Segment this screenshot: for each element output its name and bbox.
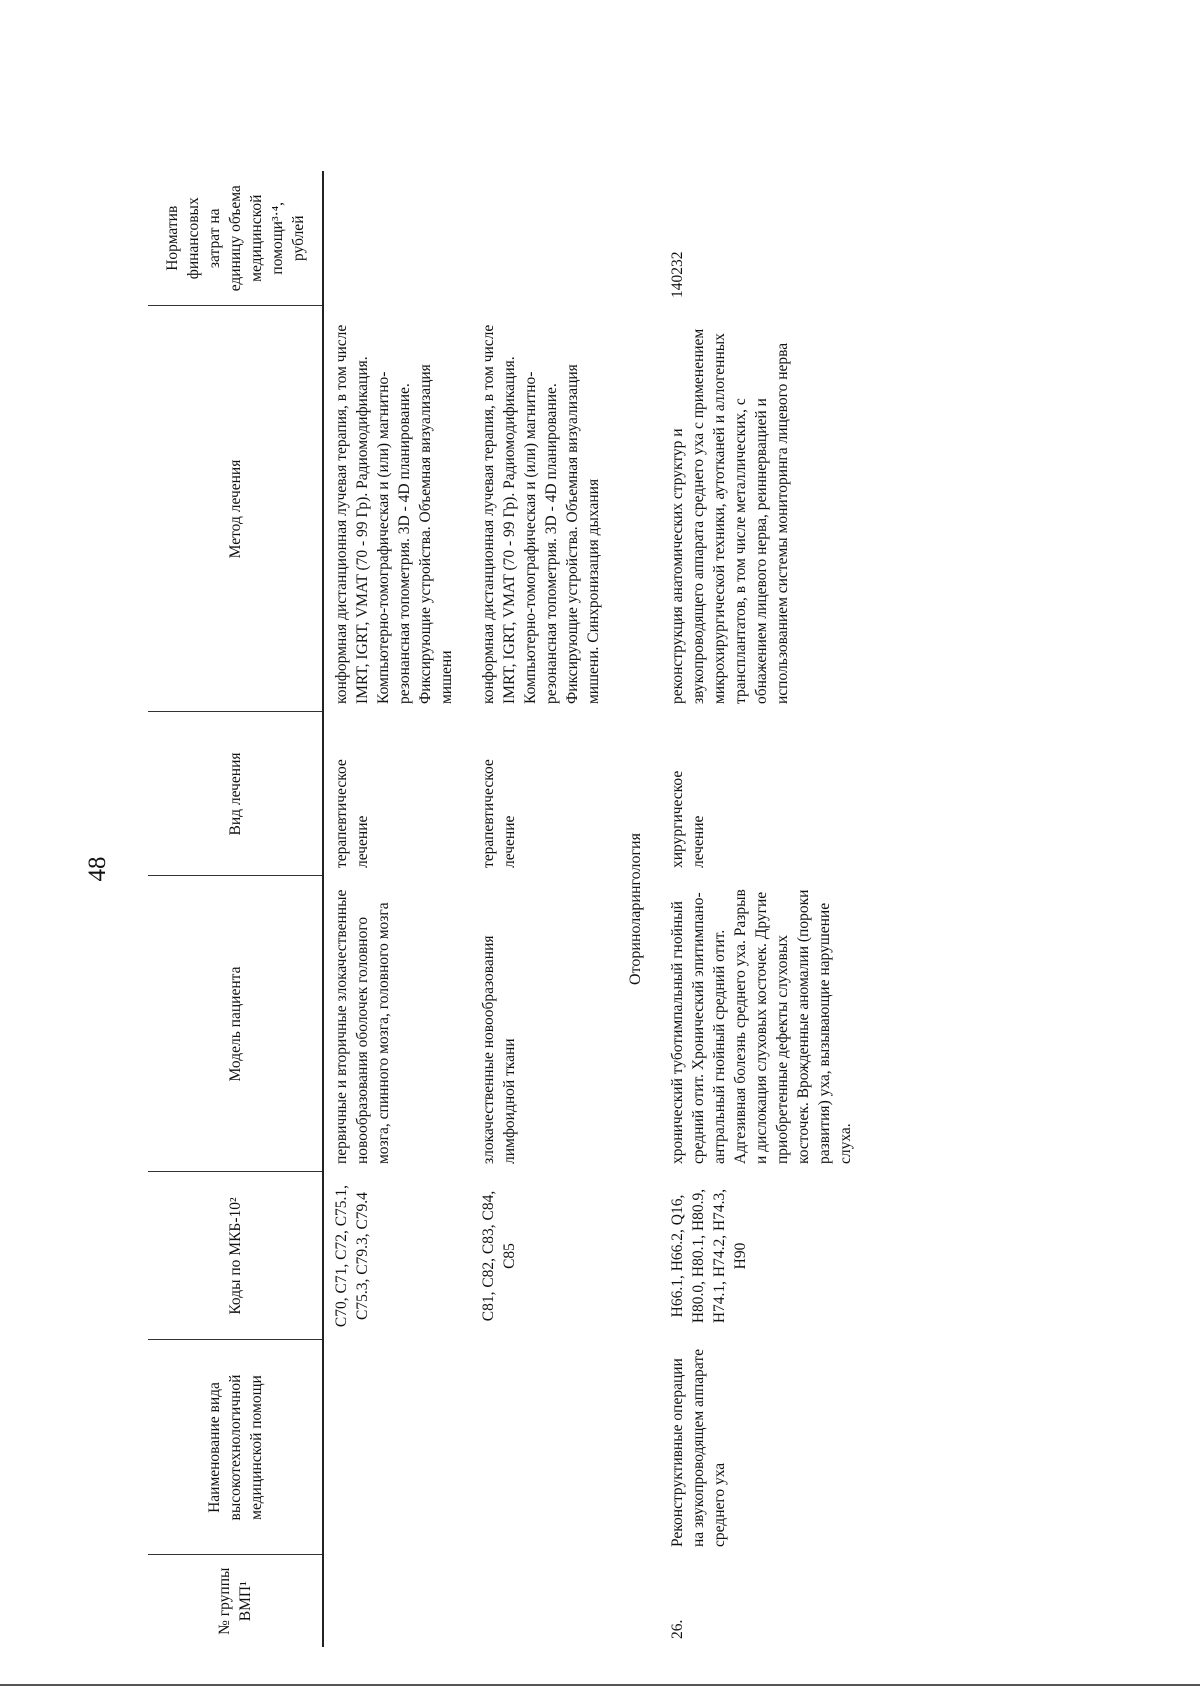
- cell-patient-model: злокачественные новообразования лимфоидной ткани: [480, 935, 518, 1164]
- header-codes: Коды по МКБ-10²: [148, 1172, 323, 1340]
- page-number: 48: [84, 856, 111, 882]
- cell-group-no: [471, 1555, 618, 1647]
- cell-care-name: [323, 1340, 471, 1555]
- cell-treatment-type: терапевтическое лечение: [333, 759, 371, 868]
- cell-patient-model: первичные и вторичные злокачественные новообразования оболочек головного мозга, спинного мозга, головного мозга: [333, 889, 392, 1164]
- cell-method: реконструкция анатомических структур и звукопроводящего аппарата среднего уха с применением микрохирургической техники, аутотканей и аллогенных трансплантатов, в том числе металлических, с обнажением лицевого нерва, реиннервацией и использованием системы мониторинга лицевого нерва: [669, 328, 791, 704]
- cell-treatment-type: хирургическое лечение: [669, 770, 707, 868]
- cell-codes: C70, C71, C72, C75.1, C75.3, C79.3, C79.4: [333, 1184, 371, 1328]
- header-treatment-type: Вид лечения: [148, 712, 323, 876]
- rotated-page-content: [0, 49, 1200, 1689]
- table-header-row: [148, 171, 323, 1647]
- cell-codes: H66.1, H66.2, Q16, H80.0, H80.1, H80.9, H74.1, H74.2, H74.3, H90: [669, 1188, 749, 1324]
- cell-care-name: [471, 1340, 618, 1555]
- table-row: [660, 171, 870, 1647]
- section-title: Оториноларингология: [627, 833, 644, 985]
- cell-patient-model: хронический туботимпальный гнойный средний отит. Хронический эпитимпано-антральный гнойный средний отит. Адгезивная болезнь среднего уха. Разрыв и дислокация слуховых косточек. Другие приобретенные дефекты слуховых косточек. Врожденные аномалии (пороки развития) уха, вызывающие нарушение слуха.: [669, 889, 854, 1164]
- cell-method: конформная дистанционная лучевая терапия, в том числе IMRT, IGRT, VMAT (70 - 99 Гр). Радиомодификация. Компьютерно-томографическая и (или) магнитно-резонансная топометрия. 3D - 4D планирование. Фиксирующие устройства. Объемная визуализация мишени. Синхронизация дыхания: [480, 324, 602, 704]
- section-row: [618, 171, 660, 1647]
- cell-norm: [323, 171, 471, 306]
- scan-edge-line: [0, 1684, 1200, 1686]
- header-patient-model: Модель пациента: [148, 876, 323, 1172]
- vmp-table: [148, 171, 870, 1647]
- cell-codes: C81, C82, C83, C84, C85: [480, 1190, 518, 1322]
- header-norm: Норматив финансовых затрат на единицу объема медицинской помощи³·⁴, рублей: [148, 171, 323, 306]
- cell-group-no: 26.: [669, 1619, 686, 1639]
- header-care-name: Наименование вида высокотехнологичной медицинской помощи: [148, 1340, 323, 1555]
- cell-care-name: Реконструктивные операции на звукопроводящем аппарате среднего уха: [669, 1348, 728, 1547]
- cell-norm: 140232: [669, 251, 686, 298]
- header-method: Метод лечения: [148, 306, 323, 712]
- table-row: [471, 171, 618, 1647]
- header-group-no: № группы ВМП¹: [148, 1555, 323, 1647]
- cell-group-no: [323, 1555, 471, 1647]
- cell-method: конформная дистанционная лучевая терапия, в том числе IMRT, IGRT, VMAT (70 - 99 Гр). Радиомодификация. Компьютерно-томографическая и (или) магнитно-резонансная топометрия. 3D - 4D планирование. Фиксирующие устройства. Объемная визуализация мишени: [333, 324, 455, 704]
- cell-norm: [471, 171, 618, 306]
- table-row: [323, 171, 471, 1647]
- cell-treatment-type: терапевтическое лечение: [480, 759, 518, 868]
